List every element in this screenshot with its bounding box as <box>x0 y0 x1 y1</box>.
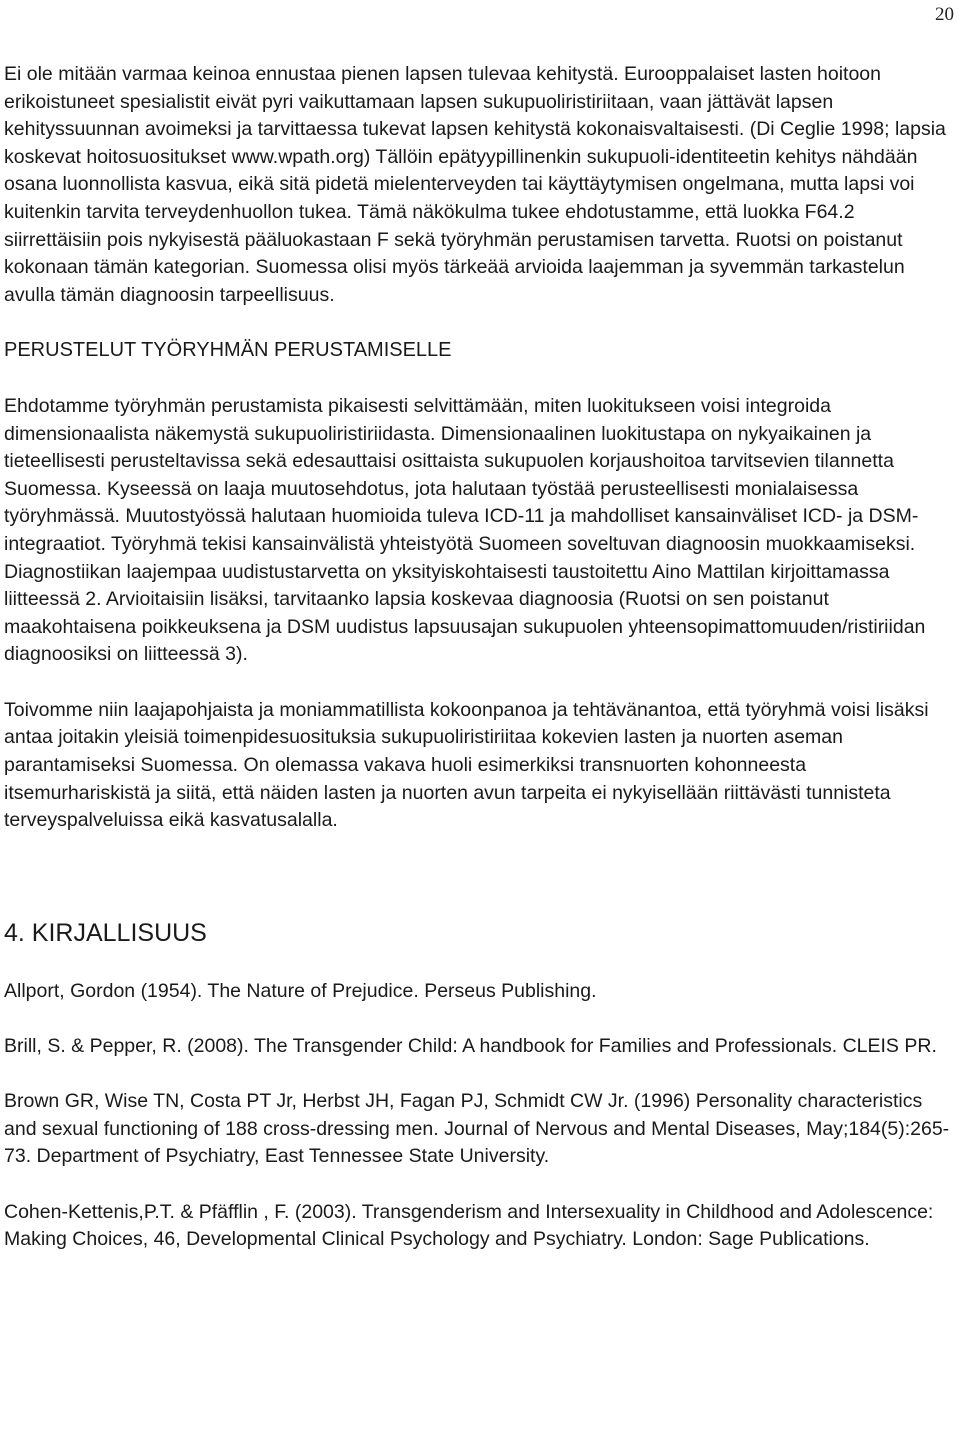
reference-item: Brill, S. & Pepper, R. (2008). The Transgender Child: A handbook for Families and Professionals. CLEIS PR. <box>4 1035 937 1058</box>
body-paragraph-2: Toivomme niin laajapohjaista ja moniammatillista kokoonpanoa ja tehtävänantoa, että työryhmä voisi lisäksi antaa joitakin yleisiä toimenpidesuosituksia sukupuoliristiriitaa kokevien lasten ja nuorten aseman parantamiseksi Suomessa. On olemassa vakava huoli esimerkiksi transnuorten kohonneesta itsemurhariskistä ja siitä, että näiden lasten ja nuorten avun tarpeita ei nykyisellään riittävästi tunnisteta terveyspalveluissa eikä kasvatusalalla. <box>4 698 929 832</box>
reference-item: Allport, Gordon (1954). The Nature of Prejudice. Perseus Publishing. <box>4 979 597 1002</box>
intro-paragraph: Ei ole mitään varmaa keinoa ennustaa pienen lapsen tulevaa kehitystä. Eurooppalaiset lasten hoitoon erikoistuneet spesialistit eivät pyri vaikuttamaan lapsen sukupuoliristiriitaan, vaan jättävät lapsen kehityssuunnan avoimeksi ja tarvittaessa tukevat lapsen kehitystä kokonaisvaltaisesti. (Di Ceglie 1998; lapsia koskevat hoitosuositukset www.wpath.org) Tällöin epätyypillinenkin sukupuoli-identiteetin kehitys nähdään osana luonnollista kasvua, eikä sitä pidetä mielenterveyden tai käyttäytymisen ongelmana, mutta lapsi voi kuitenkin tarvita terveydenhuollon tukea. Tämä näkökulma tukee ehdotustamme, että luokka F64.2 siirrettäisiin pois nykyisestä pääluokastaan F sekä työryhmän perustamisen tarvetta. Ruotsi on poistanut kokonaan tämän kategorian. Suomessa olisi myös tärkeää arvioida laajemman ja syvemmän tarkastelun avulla tämän diagnoosin tarpeellisuus. <box>4 63 946 306</box>
reference-item: Cohen-Kettenis,P.T. & Pfäfflin , F. (2003). Transgenderism and Intersexuality in Childhood and Adolescence: Making Choices, 46, Developmental Clinical Psychology and Psychiatry. London: Sage Publications. <box>4 1200 934 1251</box>
section-heading: PERUSTELUT TYÖRYHMÄN PERUSTAMISELLE <box>4 339 452 362</box>
reference-item: Brown GR, Wise TN, Costa PT Jr, Herbst JH, Fagan PJ, Schmidt CW Jr. (1996) Personality characteristics and sexual functioning of 188 cross-dressing men. Journal of Nervous and Mental Diseases, May;184(5):265-73. Department of Psychiatry, East Tennessee State University. <box>4 1090 950 1168</box>
references-heading: 4. KIRJALLISUUS <box>4 918 207 947</box>
document-body <box>4 61 954 1281</box>
references-list <box>4 978 954 1254</box>
body-paragraph-1: Ehdotamme työryhmän perustamista pikaisesti selvittämään, miten luokitukseen voisi integroida dimensionaalista näkemystä sukupuoliristiriidasta. Dimensionaalinen luokitustapa on nykyaikainen ja tieteellisesti perusteltavissa sekä edesauttaisi osittaista sukupuolen korjaushoitoa tarvitsevien tilannetta Suomessa. Kyseessä on laaja muutosehdotus, jota halutaan työstää perusteellisesti monialaisessa työryhmässä. Muutostyössä halutaan huomioida tuleva ICD-11 ja mahdolliset kansainväliset ICD- ja DSM-integraatiot. Työryhmä tekisi kansainvälistä yhteistyötä Suomeen soveltuvan diagnoosin muokkaamiseksi. Diagnostiikan laajempaa uudistustarvetta on yksityiskohtaisesti taustoitettu Aino Mattilan kirjoittamassa liitteessä 2. Arvioitaisiin lisäksi, tarvitaanko lapsia koskevaa diagnoosia (Ruotsi on sen poistanut maakohtaisena poikkeuksena ja DSM uudistus lapsuusajan sukupuolen yhteensopimattomuuden/ristiriidan diagnoosiksi on liitteessä 3). <box>4 394 926 666</box>
page-number: 20 <box>935 4 954 25</box>
